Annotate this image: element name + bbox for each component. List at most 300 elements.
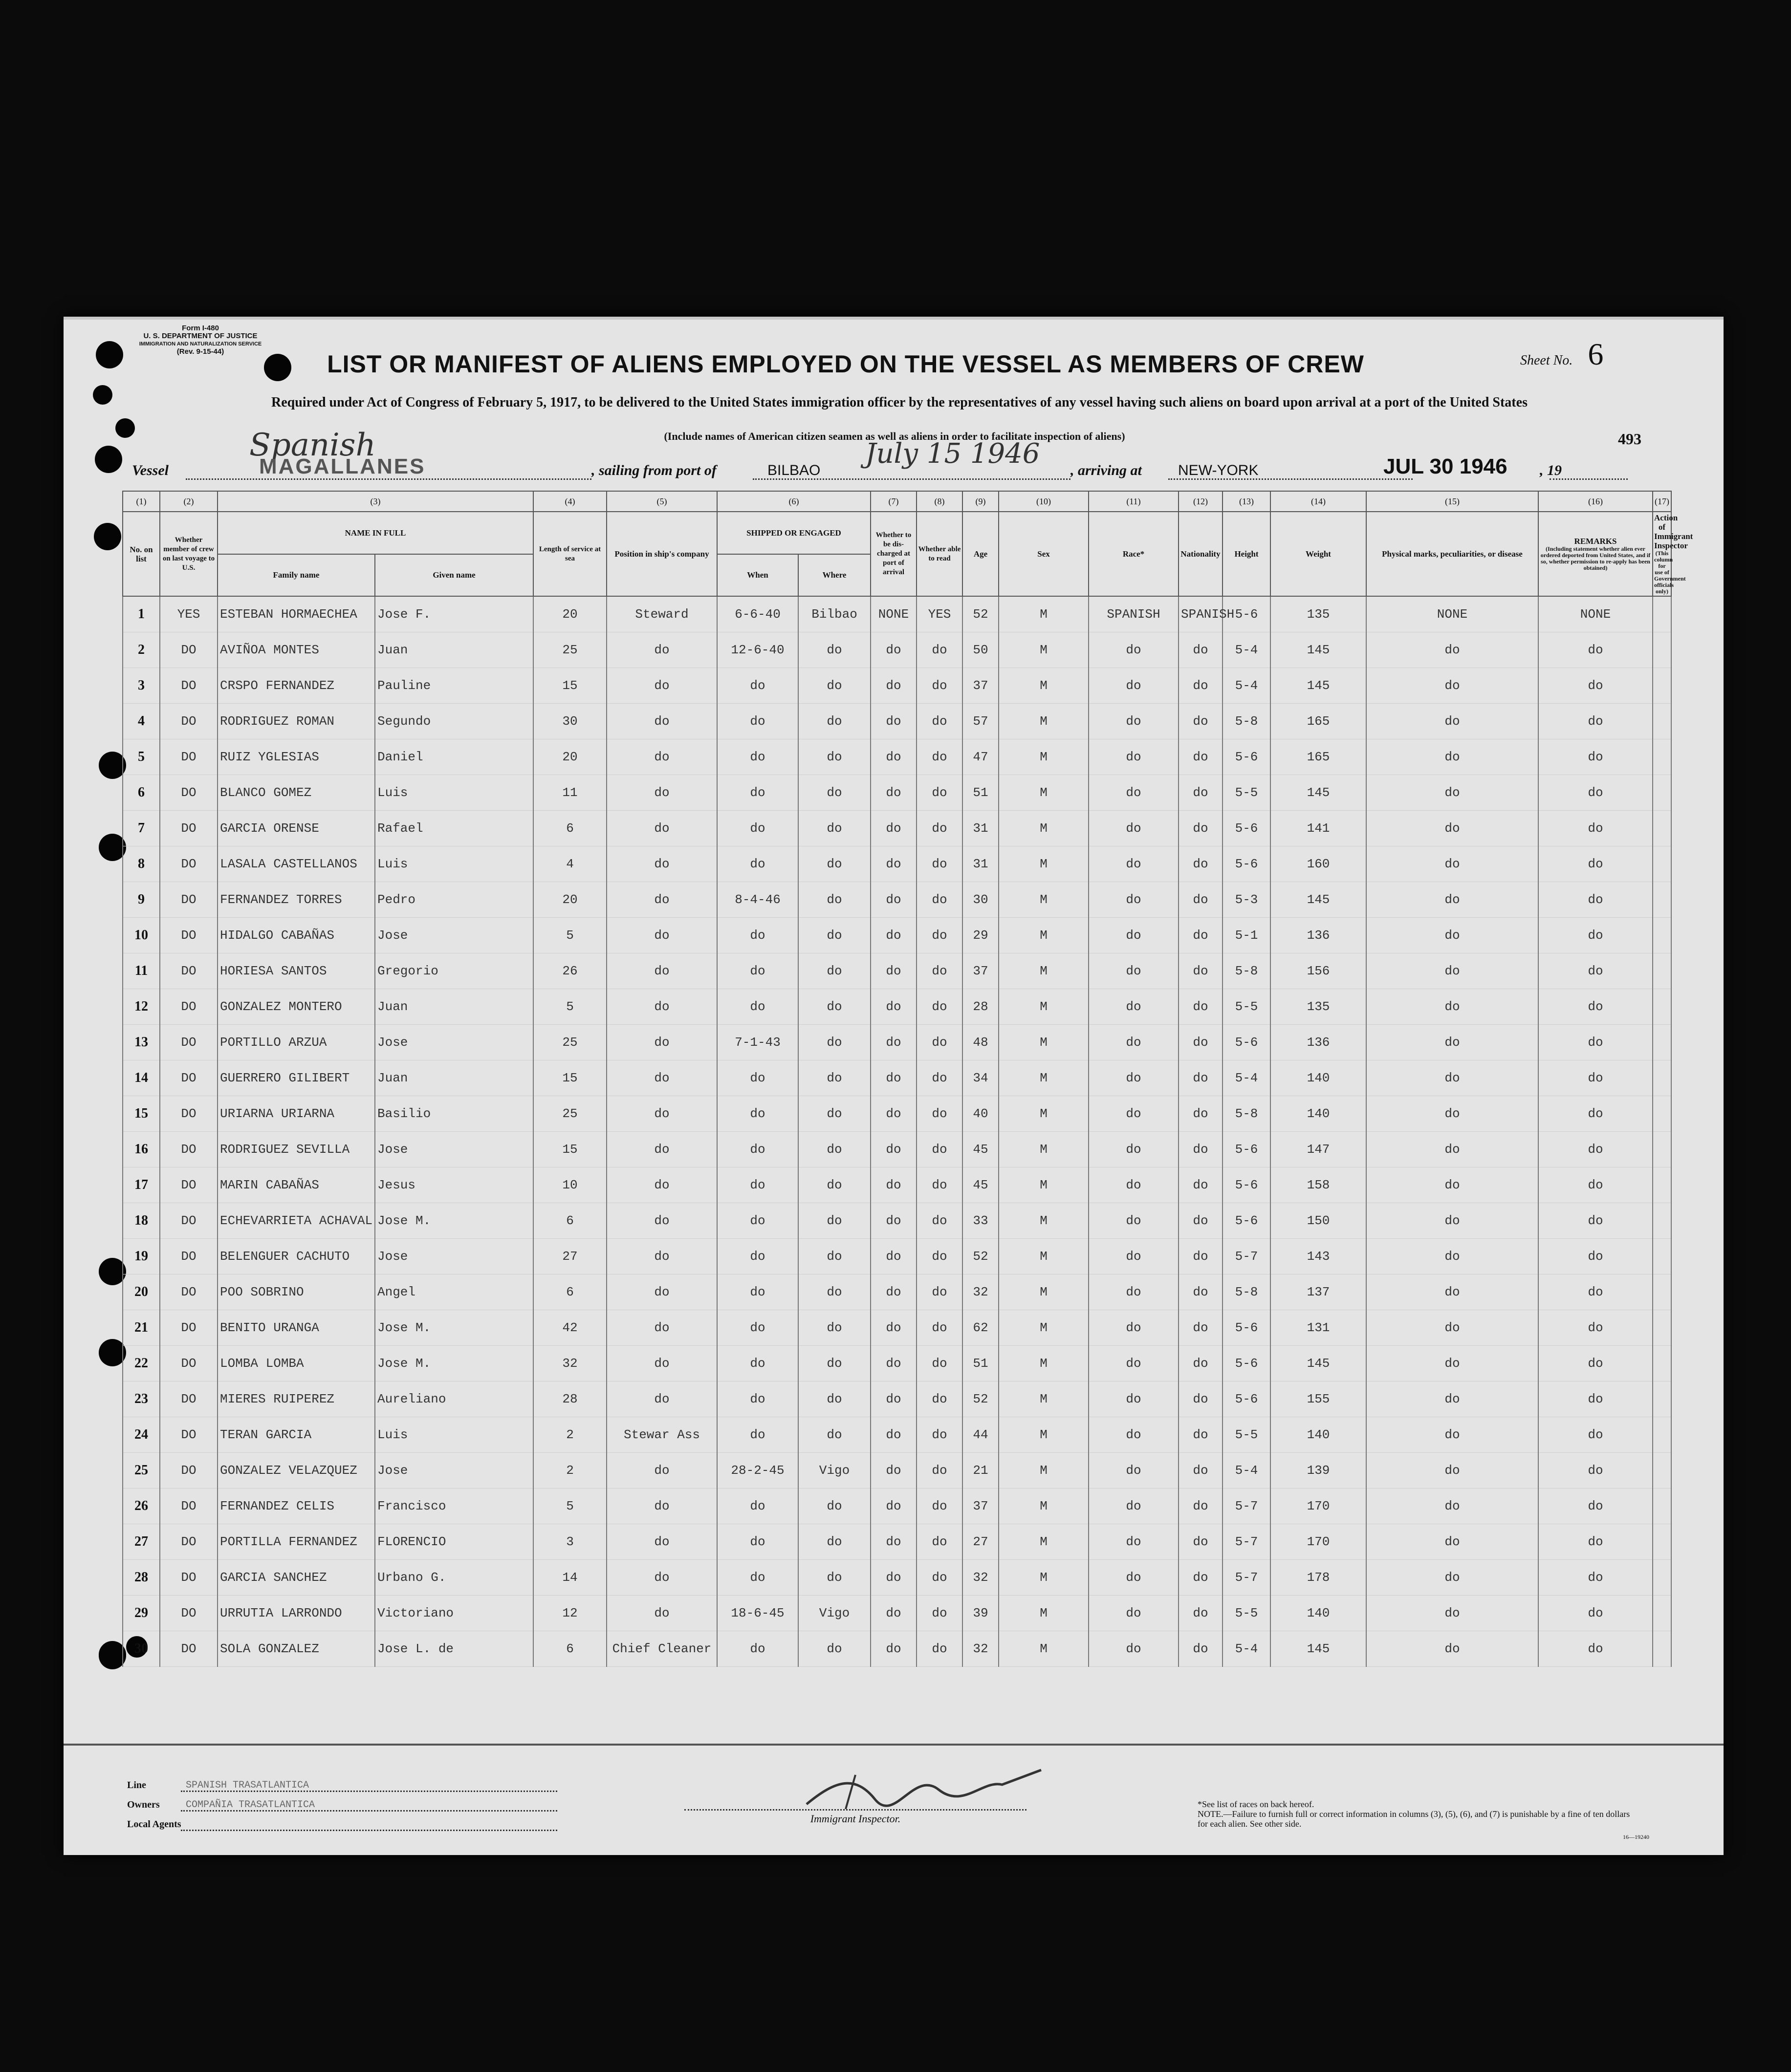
remarks-cell: do	[1538, 989, 1653, 1025]
age-cell: 52	[962, 596, 999, 632]
height-cell: 5-5	[1223, 1417, 1270, 1453]
nationality-cell: do	[1179, 739, 1223, 775]
sheet-number-block	[1520, 336, 1603, 372]
col-num-14: (14)	[1270, 491, 1366, 512]
discharged-cell: do	[871, 1417, 917, 1453]
nationality-cell: do	[1179, 811, 1223, 846]
position-cell: do	[607, 1025, 717, 1060]
form-department: U. S. DEPARTMENT OF JUSTICE	[143, 332, 258, 340]
member-cell: DO	[160, 953, 218, 989]
family-name-cell: BELENGUER CACHUTO	[218, 1239, 375, 1274]
service-cell: 25	[533, 1025, 607, 1060]
col-num-5: (5)	[607, 491, 717, 512]
weight-cell: 145	[1270, 632, 1366, 668]
race-cell: do	[1089, 775, 1179, 811]
remarks-cell: do	[1538, 1025, 1653, 1060]
document-title: LIST OR MANIFEST OF ALIENS EMPLOYED ON THE VESSEL AS MEMBERS OF CREW	[327, 350, 1364, 378]
remarks-cell: do	[1538, 1274, 1653, 1310]
act-statement: Required under Act of Congress of February 5, 1917, to be delivered to the United States immigration officer by the representatives of any vessel having such aliens on board upon arrival at a port of the United States	[271, 395, 1528, 410]
when-cell: 6-6-40	[717, 596, 798, 632]
remarks-cell: do	[1538, 1560, 1653, 1596]
where-cell: do	[798, 1631, 871, 1667]
weight-cell: 136	[1270, 1025, 1366, 1060]
age-cell: 29	[962, 918, 999, 953]
service-cell: 6	[533, 1631, 607, 1667]
where-cell: do	[798, 1025, 871, 1060]
read-cell: do	[917, 1489, 962, 1524]
table-row	[123, 739, 1671, 775]
header-action	[1653, 512, 1693, 596]
when-cell: 28-2-45	[717, 1453, 798, 1489]
given-name-cell: Angel	[375, 1274, 533, 1310]
physical-cell: do	[1366, 1560, 1538, 1596]
service-cell: 6	[533, 811, 607, 846]
family-name-cell: BENITO URANGA	[218, 1310, 375, 1346]
position-cell: do	[607, 1060, 717, 1096]
sex-cell: M	[999, 1631, 1089, 1667]
discharged-cell: do	[871, 1274, 917, 1310]
given-name-cell: Pedro	[375, 882, 533, 918]
header-family-name: Family name	[218, 554, 375, 597]
col-num-13: (13)	[1223, 491, 1270, 512]
read-cell: YES	[917, 596, 962, 632]
age-cell: 45	[962, 1132, 999, 1167]
row-number: 12	[123, 989, 160, 1025]
given-name-cell: Jose M.	[375, 1346, 533, 1381]
row-number: 28	[123, 1560, 160, 1596]
given-name-cell: Basilio	[375, 1096, 533, 1132]
form-service: IMMIGRATION AND NATURALIZATION SERVICE	[139, 341, 262, 347]
weight-cell: 140	[1270, 1096, 1366, 1132]
read-cell: do	[917, 1274, 962, 1310]
height-cell: 5-6	[1223, 739, 1270, 775]
given-name-cell: Jose F.	[375, 596, 533, 632]
row-number: 25	[123, 1453, 160, 1489]
table-row	[123, 811, 1671, 846]
col-num-1: (1)	[123, 491, 160, 512]
race-cell: do	[1089, 1524, 1179, 1560]
member-cell: DO	[160, 1381, 218, 1417]
age-cell: 51	[962, 1346, 999, 1381]
action-cell	[1653, 1453, 1671, 1489]
sex-cell: M	[999, 739, 1089, 775]
position-cell: do	[607, 1239, 717, 1274]
member-cell: DO	[160, 1025, 218, 1060]
where-cell: do	[798, 1274, 871, 1310]
read-cell: do	[917, 1346, 962, 1381]
discharged-cell: do	[871, 811, 917, 846]
age-cell: 34	[962, 1060, 999, 1096]
member-cell: DO	[160, 811, 218, 846]
discharged-cell: do	[871, 1381, 917, 1417]
row-number: 17	[123, 1167, 160, 1203]
table-row	[123, 1524, 1671, 1560]
nationality-cell: do	[1179, 882, 1223, 918]
where-cell: Vigo	[798, 1453, 871, 1489]
read-cell: do	[917, 1631, 962, 1667]
read-cell: do	[917, 1560, 962, 1596]
read-cell: do	[917, 1239, 962, 1274]
remarks-cell: do	[1538, 953, 1653, 989]
nationality-cell: do	[1179, 1381, 1223, 1417]
row-number: 16	[123, 1132, 160, 1167]
remarks-cell: do	[1538, 1381, 1653, 1417]
owners-label: Owners	[127, 1799, 160, 1810]
height-cell: 5-7	[1223, 1524, 1270, 1560]
nationality-cell: do	[1179, 1274, 1223, 1310]
remarks-cell: do	[1538, 1239, 1653, 1274]
where-cell: do	[798, 1239, 871, 1274]
family-name-cell: MIERES RUIPEREZ	[218, 1381, 375, 1417]
action-cell	[1653, 1025, 1671, 1060]
action-cell	[1653, 811, 1671, 846]
position-cell: do	[607, 632, 717, 668]
discharged-cell: do	[871, 846, 917, 882]
when-cell: do	[717, 953, 798, 989]
year-label: , 19	[1540, 462, 1562, 478]
action-cell	[1653, 1381, 1671, 1417]
remarks-cell: do	[1538, 1346, 1653, 1381]
service-cell: 3	[533, 1524, 607, 1560]
col-num-11: (11)	[1089, 491, 1179, 512]
nationality-cell: do	[1179, 918, 1223, 953]
height-cell: 5-6	[1223, 1310, 1270, 1346]
header-sex: Sex	[999, 512, 1089, 596]
where-cell: do	[798, 668, 871, 704]
arriving-dots	[1168, 477, 1413, 480]
row-number: 13	[123, 1025, 160, 1060]
nationality-cell: do	[1179, 1489, 1223, 1524]
row-number: 6	[123, 775, 160, 811]
weight-cell: 140	[1270, 1596, 1366, 1631]
table-row	[123, 1060, 1671, 1096]
member-cell: DO	[160, 775, 218, 811]
age-cell: 32	[962, 1631, 999, 1667]
height-cell: 5-8	[1223, 1274, 1270, 1310]
when-cell: do	[717, 1239, 798, 1274]
sailing-port: BILBAO	[767, 462, 821, 478]
crew-table	[122, 491, 1693, 1667]
action-cell	[1653, 704, 1671, 739]
remarks-cell: do	[1538, 632, 1653, 668]
remarks-cell: do	[1538, 1167, 1653, 1203]
family-name-cell: HORIESA SANTOS	[218, 953, 375, 989]
nationality-cell: do	[1179, 1596, 1223, 1631]
physical-cell: do	[1366, 1596, 1538, 1631]
given-name-cell: Pauline	[375, 668, 533, 704]
position-cell: do	[607, 1310, 717, 1346]
nationality-cell: do	[1179, 668, 1223, 704]
when-cell: do	[717, 739, 798, 775]
when-cell: do	[717, 704, 798, 739]
family-name-cell: URRUTIA LARRONDO	[218, 1596, 375, 1631]
header-nationality: Nationality	[1179, 512, 1223, 596]
given-name-cell: Jose	[375, 1239, 533, 1274]
sex-cell: M	[999, 775, 1089, 811]
position-cell: do	[607, 775, 717, 811]
where-cell: do	[798, 1381, 871, 1417]
header-physical: Physical marks, peculiarities, or disease	[1366, 512, 1538, 596]
position-cell: do	[607, 918, 717, 953]
nationality-cell: do	[1179, 632, 1223, 668]
member-cell: DO	[160, 989, 218, 1025]
where-cell: do	[798, 1167, 871, 1203]
manifest-sheet	[64, 317, 1724, 1855]
physical-cell: do	[1366, 1167, 1538, 1203]
service-cell: 10	[533, 1167, 607, 1203]
race-cell: do	[1089, 668, 1179, 704]
service-cell: 11	[533, 775, 607, 811]
where-cell: do	[798, 918, 871, 953]
sex-cell: M	[999, 811, 1089, 846]
row-number: 3	[123, 668, 160, 704]
physical-cell: do	[1366, 989, 1538, 1025]
table-row	[123, 1025, 1671, 1060]
row-number: 19	[123, 1239, 160, 1274]
family-name-cell: RODRIGUEZ SEVILLA	[218, 1132, 375, 1167]
weight-cell: 170	[1270, 1524, 1366, 1560]
given-name-cell: Luis	[375, 1417, 533, 1453]
sex-cell: M	[999, 1060, 1089, 1096]
given-name-cell: Daniel	[375, 739, 533, 775]
col-num-2: (2)	[160, 491, 218, 512]
row-number: 20	[123, 1274, 160, 1310]
sheet-top-edge	[64, 317, 1724, 320]
read-cell: do	[917, 1203, 962, 1239]
action-cell	[1653, 989, 1671, 1025]
where-cell: do	[798, 989, 871, 1025]
family-name-cell: GARCIA ORENSE	[218, 811, 375, 846]
read-cell: do	[917, 1381, 962, 1417]
given-name-cell: Gregorio	[375, 953, 533, 989]
given-name-cell: Urbano G.	[375, 1560, 533, 1596]
when-cell: 12-6-40	[717, 632, 798, 668]
race-cell: do	[1089, 1167, 1179, 1203]
read-cell: do	[917, 1132, 962, 1167]
nationality-cell: SPANISH	[1179, 596, 1223, 632]
sex-cell: M	[999, 1167, 1089, 1203]
discharged-cell: do	[871, 953, 917, 989]
given-name-cell: Jose	[375, 918, 533, 953]
sex-cell: M	[999, 596, 1089, 632]
position-cell: do	[607, 1489, 717, 1524]
discharged-cell: do	[871, 1453, 917, 1489]
where-cell: do	[798, 1417, 871, 1453]
height-cell: 5-8	[1223, 1096, 1270, 1132]
sex-cell: M	[999, 882, 1089, 918]
read-cell: do	[917, 775, 962, 811]
table-row	[123, 1381, 1671, 1417]
when-cell: do	[717, 1167, 798, 1203]
given-name-cell: Victoriano	[375, 1596, 533, 1631]
service-cell: 15	[533, 1060, 607, 1096]
nationality-cell: do	[1179, 953, 1223, 989]
table-row	[123, 668, 1671, 704]
position-cell: do	[607, 668, 717, 704]
service-cell: 14	[533, 1560, 607, 1596]
age-cell: 57	[962, 704, 999, 739]
sex-cell: M	[999, 989, 1089, 1025]
col-num-3: (3)	[218, 491, 533, 512]
family-name-cell: POO SOBRINO	[218, 1274, 375, 1310]
given-name-cell: Rafael	[375, 811, 533, 846]
action-cell	[1653, 1132, 1671, 1167]
race-cell: do	[1089, 1310, 1179, 1346]
nationality-cell: do	[1179, 1167, 1223, 1203]
table-row	[123, 882, 1671, 918]
nationality-cell: do	[1179, 1524, 1223, 1560]
row-number: 1	[123, 596, 160, 632]
weight-cell: 155	[1270, 1381, 1366, 1417]
row-number: 11	[123, 953, 160, 989]
member-cell: DO	[160, 1274, 218, 1310]
height-cell: 5-7	[1223, 1489, 1270, 1524]
physical-cell: do	[1366, 882, 1538, 918]
action-cell	[1653, 918, 1671, 953]
race-cell: do	[1089, 1489, 1179, 1524]
races-note: *See list of races on back hereof.	[1198, 1799, 1314, 1809]
punch-hole	[95, 446, 122, 473]
discharged-cell: do	[871, 775, 917, 811]
where-cell: do	[798, 1346, 871, 1381]
discharged-cell: do	[871, 704, 917, 739]
sailing-label: , sailing from port of	[591, 462, 717, 478]
age-cell: 37	[962, 668, 999, 704]
race-cell: do	[1089, 1096, 1179, 1132]
where-cell: Bilbao	[798, 596, 871, 632]
weight-cell: 160	[1270, 846, 1366, 882]
family-name-cell: HIDALGO CABAÑAS	[218, 918, 375, 953]
sex-cell: M	[999, 632, 1089, 668]
race-cell: do	[1089, 811, 1179, 846]
table-row	[123, 1274, 1671, 1310]
physical-cell: do	[1366, 1239, 1538, 1274]
table-row	[123, 1167, 1671, 1203]
family-name-cell: AVIÑOA MONTES	[218, 632, 375, 668]
nationality-cell: do	[1179, 1096, 1223, 1132]
member-cell: DO	[160, 1167, 218, 1203]
row-number: 22	[123, 1346, 160, 1381]
physical-cell: do	[1366, 704, 1538, 739]
line-value: SPANISH TRASATLANTICA	[186, 1780, 309, 1791]
family-name-cell: GONZALEZ VELAZQUEZ	[218, 1453, 375, 1489]
height-cell: 5-6	[1223, 811, 1270, 846]
col-num-17: (17)	[1653, 491, 1671, 512]
given-name-cell: Jose	[375, 1132, 533, 1167]
read-cell: do	[917, 918, 962, 953]
table-row	[123, 846, 1671, 882]
header-when: When	[717, 554, 798, 597]
header-action-sub: (This column for use of Government officials only)	[1654, 550, 1686, 595]
sailing-dots	[753, 477, 1070, 480]
sex-cell: M	[999, 704, 1089, 739]
height-cell: 5-3	[1223, 882, 1270, 918]
weight-cell: 145	[1270, 882, 1366, 918]
sex-cell: M	[999, 1132, 1089, 1167]
table-row	[123, 1203, 1671, 1239]
physical-cell: do	[1366, 918, 1538, 953]
position-cell: do	[607, 1453, 717, 1489]
physical-cell: do	[1366, 1524, 1538, 1560]
height-cell: 5-5	[1223, 1596, 1270, 1631]
family-name-cell: PORTILLO ARZUA	[218, 1025, 375, 1060]
table-row	[123, 1346, 1671, 1381]
position-cell: do	[607, 1596, 717, 1631]
when-cell: do	[717, 1489, 798, 1524]
physical-cell: do	[1366, 739, 1538, 775]
weight-cell: 156	[1270, 953, 1366, 989]
manifest-footer	[64, 1744, 1724, 1857]
age-cell: 40	[962, 1096, 999, 1132]
physical-cell: do	[1366, 1310, 1538, 1346]
race-cell: do	[1089, 704, 1179, 739]
position-cell: do	[607, 1203, 717, 1239]
header-row-1	[123, 512, 1671, 554]
sheet-number: 6	[1588, 337, 1604, 371]
sex-cell: M	[999, 1453, 1089, 1489]
service-cell: 15	[533, 668, 607, 704]
read-cell: do	[917, 704, 962, 739]
col-num-9: (9)	[962, 491, 999, 512]
row-number: 15	[123, 1096, 160, 1132]
where-cell: do	[798, 1096, 871, 1132]
row-number: 7	[123, 811, 160, 846]
header-name-in-full: NAME IN FULL	[218, 512, 533, 554]
header-where: Where	[798, 554, 871, 597]
read-cell: do	[917, 1310, 962, 1346]
race-cell: do	[1089, 1596, 1179, 1631]
height-cell: 5-1	[1223, 918, 1270, 953]
physical-cell: do	[1366, 846, 1538, 882]
when-cell: 18-6-45	[717, 1596, 798, 1631]
nationality-cell: do	[1179, 704, 1223, 739]
remarks-cell: do	[1538, 1060, 1653, 1096]
table-row	[123, 704, 1671, 739]
weight-cell: 141	[1270, 811, 1366, 846]
height-cell: 5-6	[1223, 1381, 1270, 1417]
family-name-cell: RUIZ YGLESIAS	[218, 739, 375, 775]
nationality-cell: do	[1179, 1417, 1223, 1453]
sex-cell: M	[999, 846, 1089, 882]
sex-cell: M	[999, 1274, 1089, 1310]
remarks-cell: do	[1538, 882, 1653, 918]
when-cell: do	[717, 1060, 798, 1096]
race-cell: do	[1089, 1203, 1179, 1239]
height-cell: 5-8	[1223, 704, 1270, 739]
when-cell: do	[717, 1524, 798, 1560]
discharged-cell: do	[871, 1060, 917, 1096]
remarks-cell: do	[1538, 846, 1653, 882]
physical-cell: do	[1366, 1631, 1538, 1667]
member-cell: DO	[160, 1524, 218, 1560]
header-race: Race*	[1089, 512, 1179, 596]
header-action-title: Action of Immigrant Inspector	[1654, 513, 1693, 550]
position-cell: do	[607, 1560, 717, 1596]
nationality-cell: do	[1179, 1132, 1223, 1167]
nationality-cell: do	[1179, 1310, 1223, 1346]
position-cell: do	[607, 953, 717, 989]
col-num-6: (6)	[717, 491, 871, 512]
remarks-cell: do	[1538, 1453, 1653, 1489]
service-cell: 15	[533, 1132, 607, 1167]
age-cell: 21	[962, 1453, 999, 1489]
table-row	[123, 1453, 1671, 1489]
member-cell: DO	[160, 668, 218, 704]
member-cell: DO	[160, 1346, 218, 1381]
row-number: 8	[123, 846, 160, 882]
position-cell: do	[607, 1524, 717, 1560]
service-cell: 6	[533, 1203, 607, 1239]
